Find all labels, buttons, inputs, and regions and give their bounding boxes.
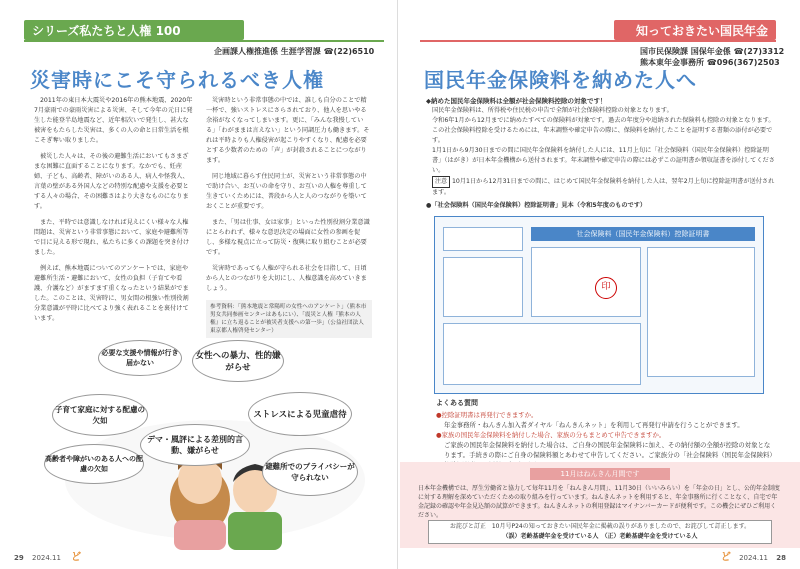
note-tag: 注意 — [432, 176, 450, 188]
logo-icon: ど — [720, 552, 731, 563]
issue-bubble: ストレスによる児童虐待 — [248, 392, 352, 436]
amount-table — [647, 247, 755, 377]
issue-bubble: 高齢者や障がいのある人への配慮の欠如 — [44, 444, 144, 484]
issue-bubble: 必要な支援や情報が行き届かない — [98, 340, 182, 376]
issue-date: 2024.11 — [739, 554, 769, 562]
recipient-box — [443, 257, 523, 317]
paragraph: 災害時という非常事態の中では、誰しも自分のことで精一杯で、強いストレスにさらされており、他人を思いやる余裕がなくなってしまいます。更に、「みんな我慢している」「わがままは言えない」という同調圧力も働きます。それは平時よりも人権侵害が起こりやすくなり、配慮を必要とする少数者のための「声」が封殺されることにつながります。 — [206, 97, 370, 164]
issue-bubble: デマ・風評による差別的言動、嫌がらせ — [140, 424, 250, 466]
header-rule — [420, 40, 776, 42]
paragraph: 同じ地域に暮らす住民同士が、災害という非常事態の中で助け合い、お互いの命を守り、お互いの人権を尊重して生きていくためには、普段から人と人のつながりを築いておくことが重要です。 — [206, 173, 367, 210]
note-text: 10月1日から12月31日までの間に、はじめて国民年金保険料を納付した人は、翌年2月上旬に控除証明書が送付されます。 — [432, 178, 775, 196]
paragraph: 2011年の東日本大震災や2016年の熊本地震、2020年7月豪雨での豪雨災害による災害、そして今年の元日に発生した能登半島地震など、近年相次いで発生し、甚大な被害をもたらした災害は、多くの人の命と日常生活を根こそぎ奪い取りました。 — [34, 97, 193, 144]
faq-title: よくある質問 — [436, 399, 478, 407]
issue-bubble: 女性への暴力、性的嫌がらせ — [192, 340, 284, 382]
sample-caption: ●「社会保険料（国民年金保険料）控除証明書」見本（令和5年度のものです） — [426, 202, 647, 209]
certificate-sample — [434, 216, 764, 394]
issue-bubble: 避難所でのプライバシーが守られない — [262, 448, 358, 496]
lead-text: ◆納めた国民年金保険料は全額が社会保険料控除の対象です！ — [426, 97, 607, 105]
paragraph: 令和6年1月から12月までに納めたすべての保険料が対象です。過去の年度分や追納された保険料も控除の対象となります。 — [432, 117, 775, 124]
right-page — [400, 0, 800, 569]
correction-notice — [428, 520, 772, 544]
paragraph: 国民年金保険料は、所得税や住民税の申告で全額が社会保険料控除の対象となります。 — [432, 107, 673, 114]
contact-line: 国市民保険課 国保年金係 ☎(27)3312 — [640, 47, 785, 56]
page-number: 29 — [14, 554, 24, 562]
article-body — [426, 96, 776, 211]
pension-month-box — [400, 462, 800, 548]
address-box — [443, 227, 523, 251]
series-tag: 知っておきたい国民年金 — [614, 20, 776, 40]
faq-question: ●控除証明書は再発行できますか。 — [436, 411, 538, 419]
paragraph: また、「男は仕事、女は家事」といった性別役割分業意識にとらわれず、様々な意思決定の場面に女性の参画を促し、多様な視点に立って防災・復興に取り組むことが必要です。 — [206, 219, 370, 256]
correction-line: お詫びと訂正 10月号P24の知っておきたい国民年金に掲載の誤りがありましたので、お詫びして訂正します。 — [449, 523, 751, 530]
month-title: 11月はねんきん月間です — [530, 468, 670, 480]
left-page — [0, 0, 398, 569]
logo-icon: ど — [71, 552, 82, 563]
page-footer — [14, 548, 81, 563]
faq-answer: ご家族の国民年金保険料を納付した場合は、ご自身の国民年金保険料に加え、その納付額の全額が控除の対象となります。手続きの際にご自身の保険料額とあわせて申告してください。ご家族分の「社会保険料（国民年金保険料） — [444, 441, 776, 459]
article-column-2 — [206, 96, 372, 338]
page-footer — [721, 548, 786, 563]
body-paragraphs — [426, 106, 776, 198]
header-rule — [24, 40, 384, 42]
correction-line: （誤）老齢基礎年金を受けている人 （正）老齢基礎年金を受けている人 — [502, 533, 698, 540]
paragraph: 例えば、熊本地震についてのアンケートでは、家庭や避難所生活・避難において、女性の負担（子育てや看護、介護など）がますます重くなったという結果がでました。このことは、災害時に、男女間の根強い性別役割分業意識が平時に比べてより強く表れることを裏付けています。 — [34, 265, 189, 322]
faq-section — [436, 398, 776, 470]
certificate-title: 社会保険料（国民年金保険料）控除証明書 — [531, 227, 755, 241]
detail-box — [531, 247, 641, 317]
faq-question: ●家族の国民年金保険料を納付した場合、家族の分もまとめて申告できますか。 — [436, 431, 666, 439]
paragraph: この社会保険料控除を受けるためには、年末調整や確定申告の際に、保険料を納付したことを証明する書類の添付が必要です。 — [432, 127, 773, 144]
page-title: 国民年金保険料を納めた人へ — [424, 68, 697, 92]
seal-stamp: 印 — [595, 277, 617, 299]
issue-bubble: 子育て家庭に対する配慮の欠如 — [52, 394, 148, 436]
notes-box — [443, 323, 641, 385]
series-tag: シリーズ私たちと人権 100 — [24, 20, 244, 40]
article-column-1 — [34, 96, 194, 330]
faq-answer: 年金事務所・ねんきん加入者ダイヤル「ねんきんネット」を利用して再発行申請を行うことができます。 — [444, 421, 744, 429]
paragraph: また、平時では意識しなければ見えにくい様々な人権問題は、災害という非常事態において、家庭や避難所等で目に見える形で現れ、私たちに多くの課題を突き付けました。 — [34, 219, 190, 256]
paragraph: 災害時であっても人権が守られる社会を目指して、日頃から人とのつながりを大切にし、人権意識を高めていきましょう。 — [206, 265, 367, 292]
page-number: 28 — [776, 554, 786, 562]
paragraph: 1月1日から9月30日までの間に国民年金保険料を納付した人には、11月上旬に「社会保険料（国民年金保険料）控除証明書」（はがき）が日本年金機構から送付されます。年末調整や確定申告の際には必ずこの証明書か領収証書を添付してください。 — [432, 147, 775, 174]
page-title: 災害時にこそ守られるべき人権 — [30, 68, 324, 92]
reference-box: 参考資料：「熊本地震と常陽町の女性へのアンケート」（熊本市男女共同参画センターはあもにい）、「震災と人権『熊本の人権』に立ち返ることが被災者支援への第一歩」（公益社団法人東京都人権啓発センター） — [206, 300, 372, 338]
contact-line: 熊本東年金事務所 ☎096(367)2503 — [640, 58, 780, 67]
month-text: 日本年金機構では、厚生労働省と協力して毎年11月を「ねんきん月間」、11月30日（いいみらい）を「年金の日」とし、公的年金制度に対する理解を深めていただくための取り組みを行っています。ねんきんネットを利用すると、年金事務所に行くことなく、自宅で年金記録の確認や年金見込額の試算ができます。ねんきんネットの利用登録はマイナンバーカードが便利です。この機会にぜひご利用ください。 — [418, 485, 780, 519]
contact-info: 企画課人権推進係 生涯学習課 ☎(22)6510 — [214, 47, 375, 56]
note — [432, 176, 776, 198]
issue-date: 2024.11 — [31, 554, 61, 562]
paragraph: 被災した人々は、その後の避難生活においてもさまざまな困難に直面することになります。なかでも、妊産婦、子ども、高齢者、障がいのある人、病人や怪我人、言葉の壁がある外国人などの特別な配慮や支援を必要とする人々の場合、その困難さはより大きなものになります。 — [34, 153, 189, 210]
